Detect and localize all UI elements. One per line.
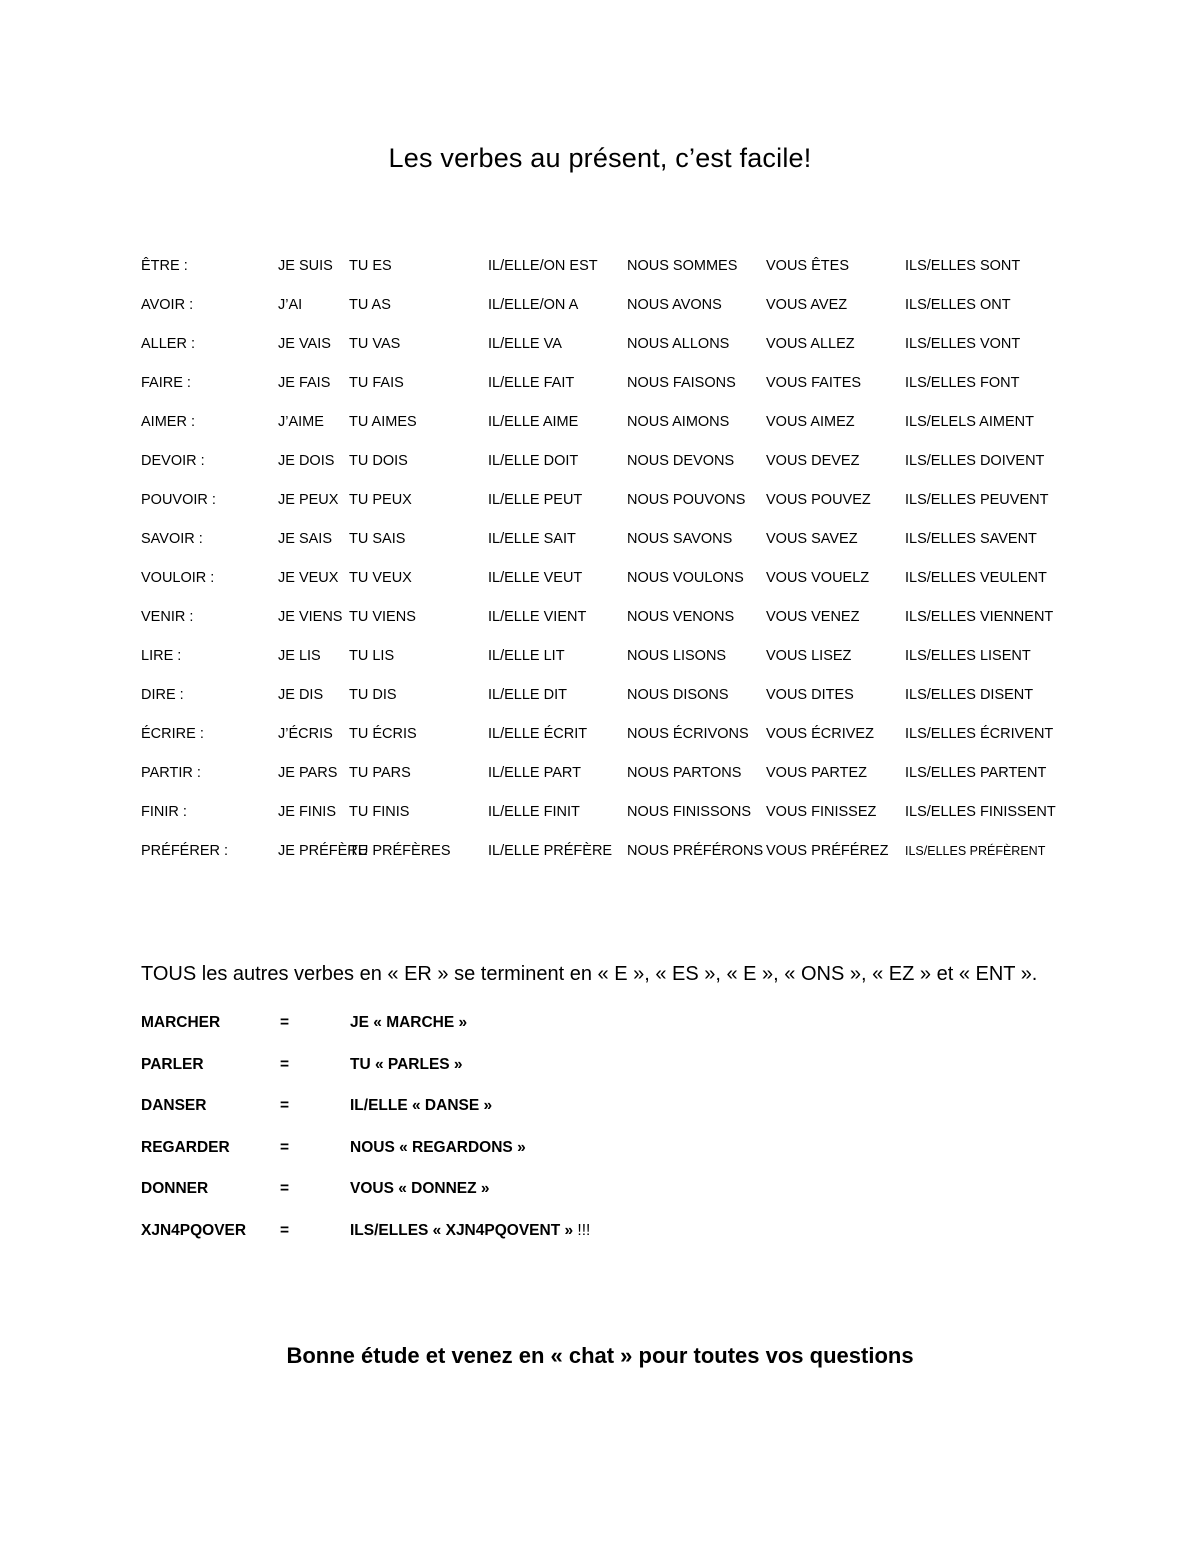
nous-form: NOUS VENONS [627, 609, 735, 625]
nous-form: NOUS PARTONS [627, 765, 742, 781]
example-emphasis: !!! [573, 1221, 591, 1239]
je-form: JE VIENS [278, 609, 343, 625]
ils-form: ILS/ELLES ONT [905, 297, 1011, 313]
conjugation-row [141, 252, 1081, 291]
je-form: JE PRÉFÈRE [278, 843, 368, 859]
example-verb: MARCHER [141, 1014, 221, 1031]
example-conjugation [350, 1010, 467, 1036]
il-form: IL/ELLE PEUT [488, 492, 583, 508]
vous-form: VOUS DITES [766, 687, 854, 703]
example-verb: DONNER [141, 1180, 209, 1197]
verb-name: LIRE : [141, 648, 182, 664]
vous-form: VOUS FINISSEZ [766, 804, 877, 820]
tu-form: TU LIS [349, 648, 395, 664]
ils-form: ILS/ELLES FINISSENT [905, 804, 1056, 820]
conjugation-row [141, 720, 1081, 759]
conjugation-row [141, 369, 1081, 408]
example-result: NOUS « REGARDONS » [350, 1138, 526, 1156]
ils-form: ILS/ELLES VIENNENT [905, 609, 1054, 625]
je-form: JE PEUX [278, 492, 339, 508]
je-form: JE FAIS [278, 375, 331, 391]
example-verb: DANSER [141, 1097, 207, 1114]
closing-note: Bonne étude et venez en « chat » pour toutes vos questions [286, 1343, 914, 1368]
page-title: Les verbes au présent, c’est facile! [388, 143, 812, 173]
example-row [141, 1218, 841, 1260]
example-verb: PARLER [141, 1055, 204, 1073]
verb-name: PARTIR : [141, 765, 201, 781]
il-form: IL/ELLE SAIT [488, 531, 576, 547]
je-form: J’AIME [278, 414, 324, 430]
vous-form: VOUS AIMEZ [766, 414, 855, 430]
tu-form: TU VEUX [349, 570, 412, 586]
tu-form: TU PRÉFÈRES [349, 843, 451, 859]
nous-form: NOUS AIMONS [627, 414, 730, 430]
vous-form: VOUS DEVEZ [766, 453, 860, 469]
conjugation-row [141, 642, 1081, 681]
example-conjugation [350, 1135, 526, 1161]
il-form: IL/ELLE DOIT [488, 453, 579, 469]
conjugation-row [141, 447, 1081, 486]
je-form: JE VAIS [278, 336, 331, 352]
tu-form: TU DIS [349, 687, 397, 703]
tu-form: TU VIENS [349, 609, 416, 625]
ils-form: ILS/ELLES VONT [905, 336, 1021, 352]
il-form: IL/ELLE FAIT [488, 375, 575, 391]
example-conjugation [350, 1218, 590, 1244]
er-verbs-rule: TOUS les autres verbes en « ER » se terminent en « E », « ES », « E », « ONS », « EZ » et « ENT ». [141, 963, 1038, 985]
example-result: ILS/ELLES « XJN4PQOVENT » [350, 1221, 574, 1239]
tu-form: TU AIMES [349, 414, 417, 430]
il-form: IL/ELLE VIENT [488, 609, 587, 625]
equals-sign: = [280, 1221, 290, 1239]
ils-form: ILS/ELLES SONT [905, 258, 1021, 274]
il-form: IL/ELLE AIME [488, 414, 579, 430]
il-form: IL/ELLE/ON EST [488, 258, 598, 274]
nous-form: NOUS DEVONS [627, 453, 735, 469]
conjugation-row [141, 837, 1081, 876]
verb-name: FINIR : [141, 804, 187, 820]
vous-form: VOUS VENEZ [766, 609, 860, 625]
tu-form: TU DOIS [349, 453, 408, 469]
je-form: JE VEUX [278, 570, 339, 586]
conjugation-row [141, 798, 1081, 837]
tu-form: TU FINIS [349, 804, 410, 820]
il-form: IL/ELLE ÉCRIT [488, 726, 588, 742]
er-examples-list [141, 1010, 841, 1259]
verb-name: VOULOIR : [141, 570, 215, 586]
nous-form: NOUS DISONS [627, 687, 729, 703]
vous-form: VOUS PRÉFÉREZ [766, 843, 889, 859]
equals-sign: = [280, 1014, 290, 1031]
ils-form: ILS/ELLES VEULENT [905, 570, 1047, 586]
je-form: JE DIS [278, 687, 324, 703]
il-form: IL/ELLE LIT [488, 648, 565, 664]
je-form: JE SAIS [278, 531, 332, 547]
vous-form: VOUS POUVEZ [766, 492, 871, 508]
tu-form: TU ÉCRIS [349, 726, 417, 742]
ils-form: ILS/ELLES ÉCRIVENT [905, 726, 1054, 742]
example-row [141, 1176, 841, 1218]
verb-name: POUVOIR : [141, 492, 216, 508]
nous-form: NOUS FAISONS [627, 375, 736, 391]
vous-form: VOUS LISEZ [766, 648, 852, 664]
ils-form: ILS/ELLES DOIVENT [905, 453, 1045, 469]
il-form: IL/ELLE FINIT [488, 804, 580, 820]
verb-name: ÉCRIRE : [141, 726, 204, 742]
vous-form: VOUS VOUELZ [766, 570, 870, 586]
conjugation-row [141, 681, 1081, 720]
example-row [141, 1135, 841, 1177]
nous-form: NOUS FINISSONS [627, 804, 752, 820]
ils-form: ILS/ELLES PRÉFÈRENT [905, 844, 1046, 858]
tu-form: TU ES [349, 258, 392, 274]
conjugation-row [141, 525, 1081, 564]
nous-form: NOUS ÉCRIVONS [627, 726, 749, 742]
verb-name: ÊTRE : [141, 258, 188, 274]
il-form: IL/ELLE VA [488, 336, 562, 352]
vous-form: VOUS ALLEZ [766, 336, 855, 352]
equals-sign: = [280, 1097, 290, 1114]
example-row [141, 1052, 841, 1094]
example-conjugation [350, 1176, 490, 1202]
vous-form: VOUS ÉCRIVEZ [766, 726, 874, 742]
nous-form: NOUS AVONS [627, 297, 722, 313]
ils-form: ILS/ELLES PARTENT [905, 765, 1047, 781]
verb-name: DEVOIR : [141, 453, 205, 469]
je-form: JE LIS [278, 648, 321, 664]
equals-sign: = [280, 1055, 290, 1073]
verb-name: VENIR : [141, 609, 194, 625]
conjugation-row [141, 408, 1081, 447]
example-verb: XJN4PQOVER [141, 1221, 247, 1239]
verb-name: PRÉFÉRER : [141, 843, 229, 859]
conjugation-row [141, 759, 1081, 798]
conjugation-row [141, 564, 1081, 603]
example-conjugation [350, 1052, 463, 1078]
tu-form: TU AS [349, 297, 391, 313]
je-form: J’AI [278, 297, 303, 313]
nous-form: NOUS PRÉFÉRONS [627, 843, 764, 859]
example-result: TU « PARLES » [350, 1055, 463, 1073]
example-result: JE « MARCHE » [350, 1014, 468, 1031]
il-form: IL/ELLE DIT [488, 687, 567, 703]
example-verb: REGARDER [141, 1138, 230, 1156]
verb-name: DIRE : [141, 687, 184, 703]
ils-form: ILS/ELLES LISENT [905, 648, 1031, 664]
ils-form: ILS/ELLES FONT [905, 375, 1020, 391]
nous-form: NOUS VOULONS [627, 570, 744, 586]
ils-form: ILS/ELELS AIMENT [905, 414, 1034, 430]
vous-form: VOUS AVEZ [766, 297, 848, 313]
tu-form: TU FAIS [349, 375, 404, 391]
conjugation-row [141, 486, 1081, 525]
vous-form: VOUS PARTEZ [766, 765, 867, 781]
vous-form: VOUS ÊTES [766, 258, 849, 274]
example-conjugation [350, 1093, 492, 1119]
je-form: JE DOIS [278, 453, 335, 469]
tu-form: TU PEUX [349, 492, 412, 508]
example-result: IL/ELLE « DANSE » [350, 1097, 493, 1114]
example-row [141, 1093, 841, 1135]
il-form: IL/ELLE VEUT [488, 570, 583, 586]
vous-form: VOUS SAVEZ [766, 531, 858, 547]
verb-name: AIMER : [141, 414, 195, 430]
verb-name: AVOIR : [141, 297, 194, 313]
il-form: IL/ELLE PART [488, 765, 581, 781]
ils-form: ILS/ELLES PEUVENT [905, 492, 1049, 508]
je-form: J’ÉCRIS [278, 726, 333, 742]
vous-form: VOUS FAITES [766, 375, 862, 391]
il-form: IL/ELLE PRÉFÈRE [488, 843, 613, 859]
ils-form: ILS/ELLES DISENT [905, 687, 1034, 703]
tu-form: TU VAS [349, 336, 401, 352]
example-result: VOUS « DONNEZ » [350, 1180, 490, 1197]
il-form: IL/ELLE/ON A [488, 297, 579, 313]
verb-name: SAVOIR : [141, 531, 203, 547]
nous-form: NOUS ALLONS [627, 336, 730, 352]
nous-form: NOUS LISONS [627, 648, 727, 664]
example-row [141, 1010, 841, 1052]
conjugation-table [141, 252, 1081, 876]
nous-form: NOUS SOMMES [627, 258, 738, 274]
je-form: JE FINIS [278, 804, 337, 820]
equals-sign: = [280, 1180, 290, 1197]
tu-form: TU PARS [349, 765, 411, 781]
je-form: JE PARS [278, 765, 338, 781]
ils-form: ILS/ELLES SAVENT [905, 531, 1037, 547]
verb-name: FAIRE : [141, 375, 191, 391]
conjugation-row [141, 603, 1081, 642]
nous-form: NOUS POUVONS [627, 492, 746, 508]
nous-form: NOUS SAVONS [627, 531, 733, 547]
conjugation-row [141, 330, 1081, 369]
conjugation-row [141, 291, 1081, 330]
tu-form: TU SAIS [349, 531, 406, 547]
equals-sign: = [280, 1138, 290, 1156]
verb-name: ALLER : [141, 336, 195, 352]
je-form: JE SUIS [278, 258, 333, 274]
